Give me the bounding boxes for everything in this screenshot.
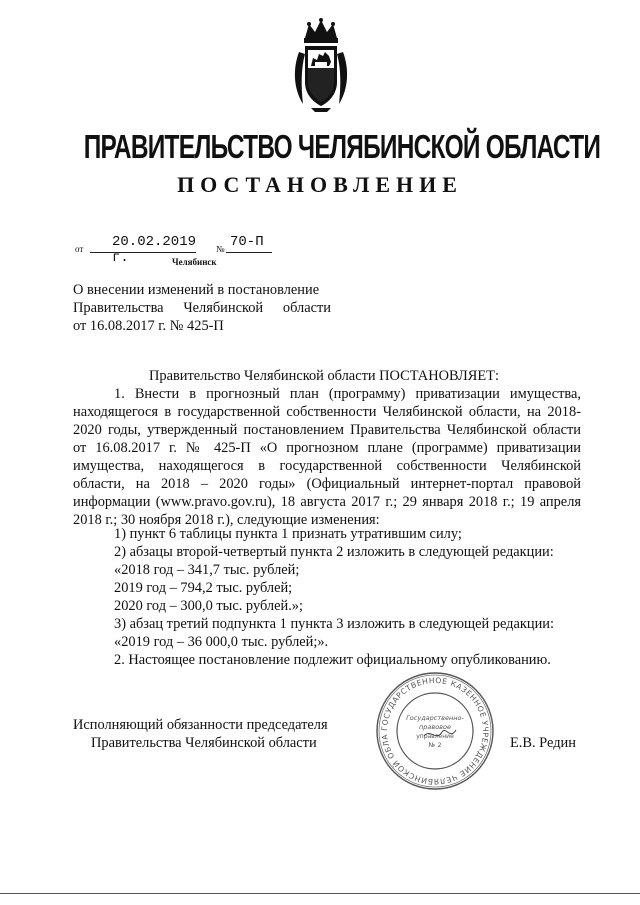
document-number: 70-П bbox=[230, 234, 264, 250]
number-line bbox=[226, 236, 272, 253]
document-date: 20.02.2019 г. bbox=[112, 234, 197, 266]
seal-inner-line-1: Государственно- bbox=[406, 714, 464, 722]
subject-line-2: Правительства Челябинской области bbox=[73, 300, 331, 316]
from-label: от bbox=[75, 244, 84, 254]
change-3-value-2019: «2019 год – 36 000,0 тыс. рублей;». bbox=[114, 634, 329, 650]
coat-of-arms-icon bbox=[291, 16, 351, 114]
change-2-value-2020: 2020 год – 300,0 тыс. рублей.»; bbox=[114, 598, 303, 614]
seal-outer-text: ГОСУДАРСТВЕННОЕ КАЗЕННОЕ УЧРЕЖДЕНИЕ ЧЕЛЯБИНСКОЙ ОБЛА bbox=[379, 675, 491, 787]
footer-divider bbox=[0, 893, 640, 894]
item-2-paragraph: 2. Настоящее постановление подлежит официальному опубликованию. bbox=[114, 652, 551, 668]
change-2: 2) абзацы второй-четвертый пункта 2 изложить в следующей редакции: bbox=[114, 544, 554, 560]
decree-statement: Правительство Челябинской области ПОСТАНОВЛЯЕТ: bbox=[149, 368, 499, 384]
change-2-value-2018: «2018 год – 341,7 тыс. рублей; bbox=[114, 562, 300, 578]
city-label: Челябинск bbox=[172, 257, 217, 267]
change-2-value-2019: 2019 год – 794,2 тыс. рублей; bbox=[114, 580, 293, 596]
official-seal bbox=[374, 670, 496, 792]
document-type-title: ПОСТАНОВЛЕНИЕ bbox=[177, 172, 463, 197]
number-label: № bbox=[216, 244, 225, 254]
change-1: 1) пункт 6 таблицы пункта 1 признать утратившим силу; bbox=[114, 526, 462, 542]
subject-line-1: О внесении изменений в постановление bbox=[73, 282, 320, 298]
government-title: ПРАВИТЕЛЬСТВО ЧЕЛЯБИНСКОЙ ОБЛАСТИ bbox=[83, 128, 601, 165]
seal-inner-line-4: № 2 bbox=[428, 741, 442, 749]
signatory-name: Е.В. Редин bbox=[510, 735, 576, 751]
subject-line-3: от 16.08.2017 г. № 425-П bbox=[73, 318, 224, 334]
change-3: 3) абзац третий подпункта 1 пункта 3 изложить в следующей редакции: bbox=[114, 616, 554, 632]
seal-inner-line-2: правовое bbox=[419, 723, 451, 731]
signatory-position-line-1: Исполняющий обязанности председателя bbox=[73, 717, 328, 733]
signatory-position-line-2: Правительства Челябинской области bbox=[91, 735, 317, 751]
seal-inner-line-3: управление bbox=[416, 733, 454, 740]
item-1-paragraph: 1. Внести в прогнозный план (программу) приватизации имущества, находящегося в государственной собственности Челябинской области, на 2018-2020 годы, утвержденный постановлением Правительства Челябинской области от 16.08.2017 г. № 425-П «О прогнозном плане (программе) приватизации имущества, находящегося в государственной собственности Челябинской области, на 2018 – 2020 годы» (Официальный интернет-портал правовой информации (www.pravo.gov.ru), 18 августа 2017 г.; 29 января 2018 г.; 19 апреля 2018 г.; 30 ноября 2018 г.), следующие изменения: bbox=[73, 386, 581, 528]
